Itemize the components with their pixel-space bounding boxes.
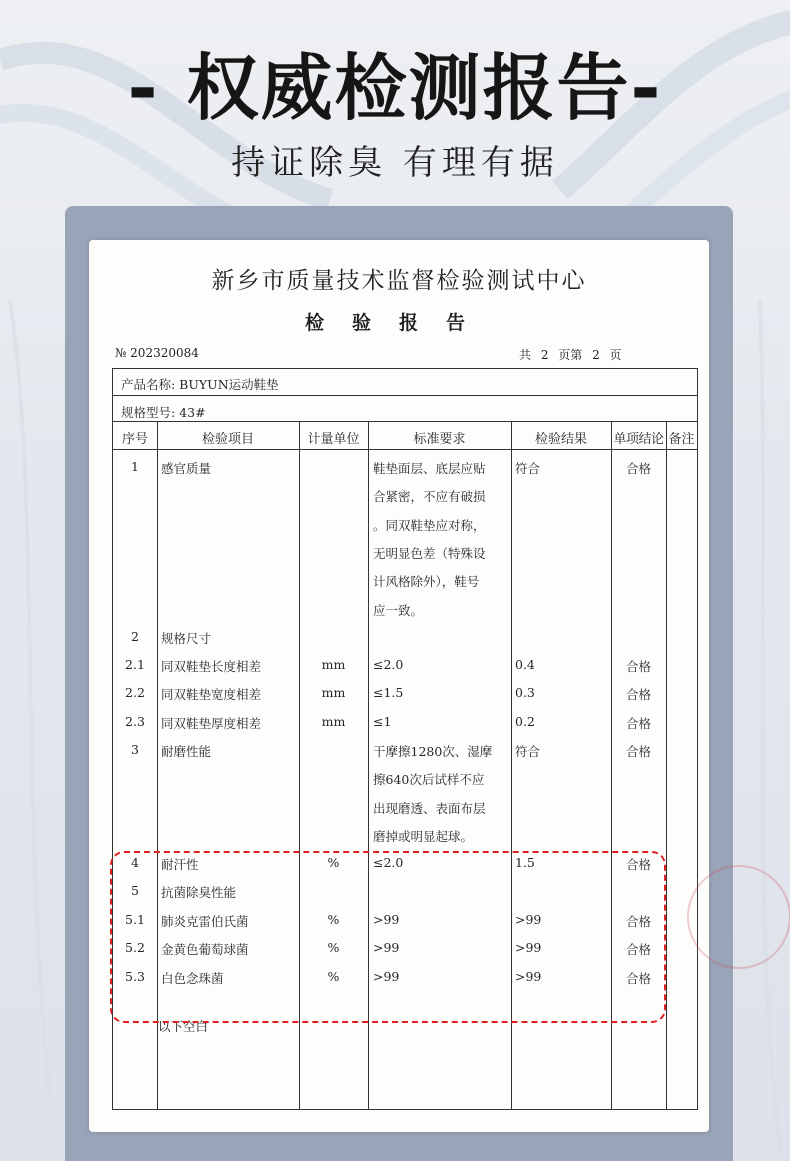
row-result: >99 — [515, 969, 542, 984]
row-result: 0.2 — [515, 714, 535, 729]
header-requirement: 标准要求 — [413, 432, 466, 447]
row-item: 同双鞋垫长度相差 — [161, 659, 262, 674]
row-number: 3 — [131, 742, 139, 757]
row-result: >99 — [515, 940, 542, 955]
report-organization: 新乡市质量技术监督检验测试中心 — [211, 268, 587, 294]
row-requirement-line: 鞋垫面层、底层应贴 — [373, 461, 486, 476]
row-requirement-line: 擦640次后试样不应 — [373, 772, 485, 788]
row-conclusion: 合格 — [625, 744, 651, 759]
row-requirement-line: 无明显色差（特殊设 — [373, 545, 486, 561]
row-item: 同双鞋垫厚度相差 — [161, 716, 262, 731]
row-result: 符合 — [515, 461, 541, 476]
row-number: 1 — [131, 459, 139, 474]
row-requirement-line: ≤1 — [373, 714, 392, 729]
row-requirement-line: >99 — [373, 912, 400, 927]
inspection-stamp — [687, 865, 790, 969]
row-item: 同双鞋垫宽度相差 — [161, 687, 262, 702]
row-unit: % — [327, 855, 340, 870]
header-remark: 备注 — [668, 432, 695, 447]
row-number: 5.2 — [125, 940, 145, 955]
row-item: 抗菌除臭性能 — [161, 885, 237, 900]
row-requirement-line: 磨掉或明显起球。 — [373, 828, 474, 844]
product-name: 产品名称: BUYUN运动鞋垫 — [121, 377, 279, 392]
row-requirement-line: 计风格除外），鞋号 — [373, 574, 480, 590]
highlight-box — [110, 851, 666, 1023]
header-item: 检验项目 — [201, 432, 254, 447]
table-rule — [113, 395, 697, 396]
page-subheadline: 持证除臭 有理有据 — [231, 143, 559, 183]
report-title: 检验报告 — [304, 312, 493, 334]
row-number: 5 — [131, 883, 139, 898]
row-item: 耐汗性 — [161, 857, 199, 872]
row-unit: % — [327, 940, 340, 955]
header-conclusion: 单项结论 — [613, 432, 664, 447]
row-number: 2 — [131, 629, 139, 644]
row-result: 1.5 — [515, 855, 535, 870]
row-conclusion: 合格 — [625, 461, 651, 476]
report-number: № 202320084 — [115, 346, 199, 360]
row-conclusion: 合格 — [625, 716, 651, 731]
row-number: 5.3 — [125, 969, 145, 984]
row-requirement-line: 合紧密，不应有破损 — [373, 489, 486, 505]
row-result: 符合 — [515, 744, 541, 759]
row-requirement-line: ≤1.5 — [373, 685, 404, 700]
row-item: 感官质量 — [161, 461, 212, 476]
row-unit: mm — [321, 685, 346, 700]
row-requirement-line: 出现磨透、表面布层 — [373, 800, 486, 816]
row-number: 2.1 — [125, 657, 145, 672]
row-number: 5.1 — [125, 912, 145, 927]
row-requirement-line: >99 — [373, 969, 400, 984]
row-conclusion: 合格 — [625, 942, 651, 957]
spec-model: 规格型号: 43# — [121, 405, 206, 420]
row-conclusion: 合格 — [625, 659, 651, 674]
row-item: 金黄色葡萄球菌 — [161, 942, 249, 957]
row-item: 白色念珠菌 — [161, 971, 224, 986]
row-requirement-line: 干摩擦1280次、湿摩 — [373, 744, 493, 759]
row-conclusion: 合格 — [625, 857, 651, 872]
row-number: 2.3 — [125, 714, 145, 729]
row-unit: mm — [321, 714, 346, 729]
header-unit: 计量单位 — [307, 432, 360, 447]
header-no: 序号 — [121, 432, 148, 447]
row-unit: mm — [321, 657, 346, 672]
row-item: 肺炎克雷伯氏菌 — [161, 914, 249, 929]
column-divider — [666, 421, 667, 1109]
row-number: 4 — [131, 855, 139, 870]
row-item: 规格尺寸 — [161, 631, 212, 646]
page-info: 共 2 页第 2 页 — [519, 348, 622, 362]
row-result: 0.4 — [515, 657, 535, 672]
row-item: 耐磨性能 — [161, 744, 212, 759]
row-conclusion: 合格 — [625, 914, 651, 929]
header-result: 检验结果 — [534, 432, 587, 447]
row-requirement-line: >99 — [373, 940, 400, 955]
row-conclusion: 合格 — [625, 687, 651, 702]
row-requirement-line: 应一致。 — [373, 602, 424, 618]
row-requirement-line: 。同双鞋垫应对称， — [373, 517, 486, 533]
blank-note: 以下空白 — [158, 1019, 209, 1034]
row-requirement-line: ≤2.0 — [373, 855, 404, 870]
table-rule — [113, 421, 697, 422]
table-rule — [113, 449, 697, 450]
row-number: 2.2 — [125, 685, 145, 700]
row-unit: % — [327, 969, 340, 984]
row-result: 0.3 — [515, 685, 535, 700]
page-headline: - 权威检测报告- — [127, 46, 663, 130]
row-requirement-line: ≤2.0 — [373, 657, 404, 672]
row-conclusion: 合格 — [625, 971, 651, 986]
row-result: >99 — [515, 912, 542, 927]
row-unit: % — [327, 912, 340, 927]
